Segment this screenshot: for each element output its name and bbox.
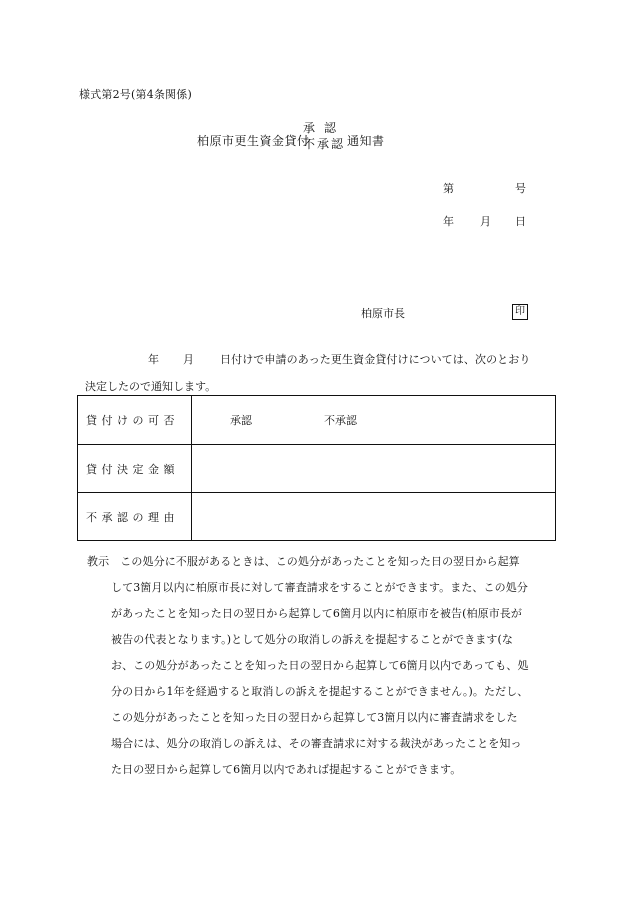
date-day: 日: [515, 215, 526, 228]
notice-line: 教示 この処分に不服があるときは、この処分があったことを知った日の翌日から起算: [87, 555, 520, 568]
option-approve: 承認: [230, 414, 252, 427]
row-label-amount: 貸付決定金額: [86, 463, 179, 476]
document-number-dai: 第: [443, 182, 454, 195]
issuer-name: 柏原市長: [361, 307, 405, 320]
title-suffix: 通知書: [347, 134, 385, 148]
document-number-go: 号: [515, 182, 526, 195]
notice-line: お、この処分があったことを知った日の翌日から起算して6箇月以内であっても、処: [111, 659, 529, 672]
table-row: [78, 493, 555, 541]
intro-month: 月: [183, 353, 194, 366]
table-row: [78, 396, 555, 445]
option-disapprove: 不承認: [324, 414, 357, 427]
notice-line: この処分があったことを知った日の翌日から起算して3箇月以内に審査請求をした: [111, 711, 518, 724]
row-label-reason: 不承認の理由: [86, 511, 179, 524]
decision-table: [77, 395, 556, 541]
notice-line: 被告の代表となります。)として処分の取消しの訴えを提起することができます(な: [111, 633, 513, 646]
date-year: 年: [443, 215, 454, 228]
title-approval-options: [303, 120, 345, 152]
intro-text: 日付けで申請のあった更生資金貸付けについては、次のとおり: [220, 353, 531, 366]
notice-line: があったことを知った日の翌日から起算して6箇月以内に柏原市を被告(柏原市長が: [111, 607, 522, 620]
notice-line: 分の日から1年を経過すると取消しの訴えを提起することができません。)。ただし、: [111, 685, 529, 698]
title-option-approve: 承認: [303, 121, 346, 135]
document-title: [197, 120, 437, 160]
row-label-approval: 貸付けの可否: [86, 414, 179, 427]
intro-year: 年: [148, 353, 159, 366]
table-row: [78, 445, 555, 493]
notice-line: 場合には、処分の取消しの訴えは、その審査請求に対する裁決があったことを知っ: [111, 737, 522, 750]
notice-line: して3箇月以内に柏原市長に対して審査請求をすることができます。また、この処分: [111, 581, 528, 594]
notice-line: た日の翌日から起算して6箇月以内であれば提起することができます。: [111, 763, 462, 776]
seal-mark: 印: [512, 304, 528, 320]
title-option-disapprove: 不承認: [303, 137, 346, 151]
title-prefix: 柏原市更生資金貸付: [197, 134, 310, 148]
date-month: 月: [480, 215, 491, 228]
form-number: 様式第2号(第4条関係): [79, 88, 192, 101]
intro-line-2: 決定したので通知します。: [85, 380, 217, 393]
